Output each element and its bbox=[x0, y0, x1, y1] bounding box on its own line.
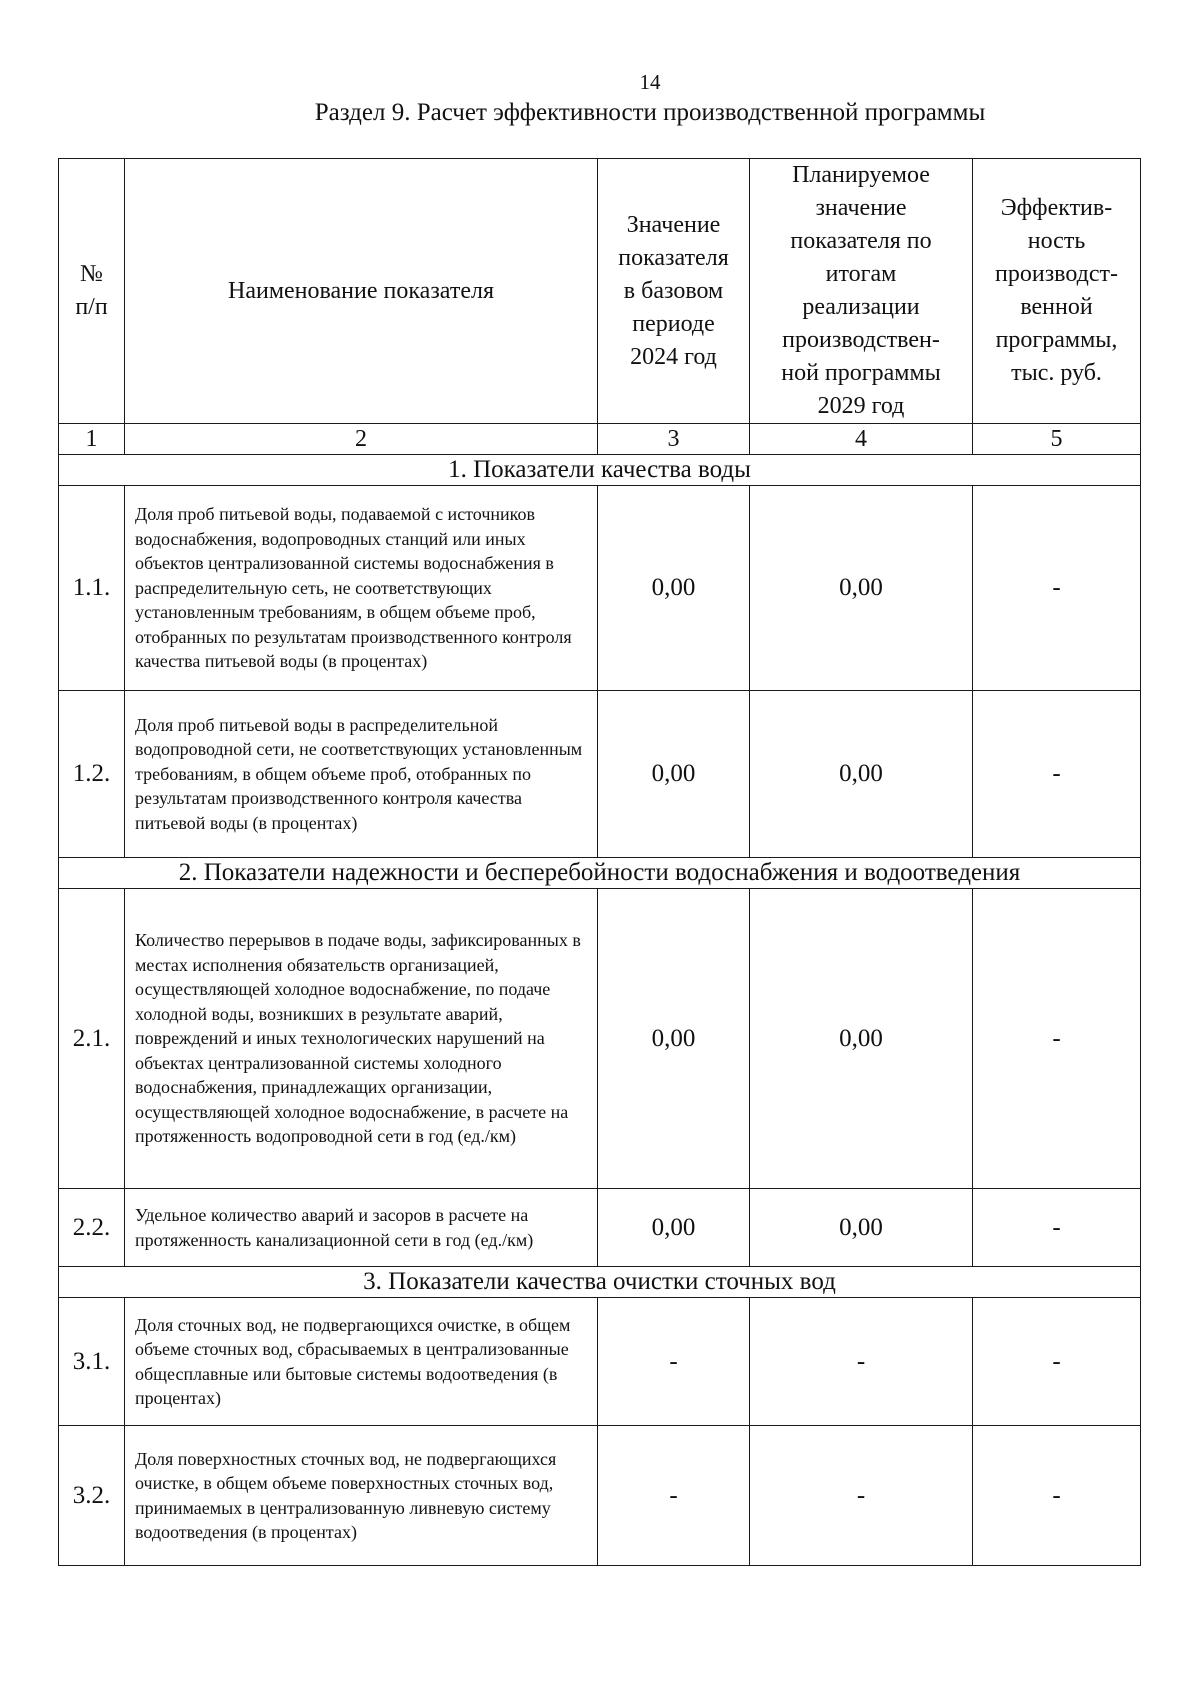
efficiency-value: - bbox=[973, 691, 1141, 858]
base-value: - bbox=[598, 1426, 750, 1566]
row-number: 3.1. bbox=[59, 1298, 125, 1426]
group-title: 3. Показатели качества очистки сточных вод bbox=[59, 1267, 1141, 1298]
row-number: 3.2. bbox=[59, 1426, 125, 1566]
efficiency-value: - bbox=[973, 1298, 1141, 1426]
row-number: 2.1. bbox=[59, 889, 125, 1189]
base-value: 0,00 bbox=[598, 486, 750, 691]
table-row bbox=[59, 486, 1141, 691]
base-value: 0,00 bbox=[598, 691, 750, 858]
header-planned-value: Планируемое значение показателя по итогам реализации производствен- ной программы 2029 год bbox=[750, 159, 973, 424]
indicator-name: Доля проб питьевой воды в распределительной водопроводной сети, не соответствующих установленным требованиям, в общем объеме проб, отобранных по результатам производственного контроля качества питьевой воды (в процентах) bbox=[125, 691, 598, 858]
indicator-name: Количество перерывов в подаче воды, зафиксированных в местах исполнения обязательств организацией, осуществляющей холодное водоснабжение, по подаче холодной воды, возникших в результате аварий, повреждений и иных технологических нарушений на объектах централизованной системы холодного водоснабжения, принадлежащих организации, осуществляющей холодное водоснабжение, в расчете на протяженность водопроводной сети в год (ед./км) bbox=[125, 889, 598, 1189]
base-value: 0,00 bbox=[598, 889, 750, 1189]
indicator-name: Доля проб питьевой воды, подаваемой с источников водоснабжения, водопроводных станций или иных объектов централизованной системы водоснабжения в распределительную сеть, не соответствующих установленным требованиям, в общем объеме проб, отобранных по результатам производственного контроля качества питьевой воды (в процентах) bbox=[125, 486, 598, 691]
column-number: 4 bbox=[750, 424, 973, 455]
header-row bbox=[59, 159, 1141, 424]
base-value: 0,00 bbox=[598, 1189, 750, 1267]
efficiency-value: - bbox=[973, 1426, 1141, 1566]
column-number: 3 bbox=[598, 424, 750, 455]
indicator-name: Доля поверхностных сточных вод, не подвергающихся очистке, в общем объеме поверхностных сточных вод, принимаемых в централизованную ливневую систему водоотведения (в процентах) bbox=[125, 1426, 598, 1566]
header-base-value: Значение показателя в базовом периоде 2024 год bbox=[598, 159, 750, 424]
table-row bbox=[59, 1298, 1141, 1426]
section-title: Раздел 9. Расчет эффективности производственной программы bbox=[314, 99, 986, 126]
column-number: 1 bbox=[59, 424, 125, 455]
planned-value: - bbox=[750, 1426, 973, 1566]
header-name: Наименование показателя bbox=[125, 159, 598, 424]
base-value: - bbox=[598, 1298, 750, 1426]
table-row bbox=[59, 1426, 1141, 1566]
column-number-row bbox=[59, 424, 1141, 455]
group-title: 2. Показатели надежности и бесперебойности водоснабжения и водоотведения bbox=[59, 858, 1141, 889]
header-no: № п/п bbox=[59, 159, 125, 424]
efficiency-value: - bbox=[973, 889, 1141, 1189]
group-row bbox=[59, 455, 1141, 486]
group-row bbox=[59, 858, 1141, 889]
table-row bbox=[59, 889, 1141, 1189]
indicator-name: Удельное количество аварий и засоров в расчете на протяженность канализационной сети в год (ед./км) bbox=[125, 1189, 598, 1267]
column-number: 2 bbox=[125, 424, 598, 455]
planned-value: - bbox=[750, 1298, 973, 1426]
table-row bbox=[59, 1189, 1141, 1267]
efficiency-indicators-table bbox=[58, 158, 1141, 1566]
row-number: 1.2. bbox=[59, 691, 125, 858]
table-row bbox=[59, 691, 1141, 858]
row-number: 1.1. bbox=[59, 486, 125, 691]
planned-value: 0,00 bbox=[750, 486, 973, 691]
planned-value: 0,00 bbox=[750, 1189, 973, 1267]
planned-value: 0,00 bbox=[750, 691, 973, 858]
efficiency-value: - bbox=[973, 486, 1141, 691]
group-row bbox=[59, 1267, 1141, 1298]
page-number: 14 bbox=[639, 70, 661, 94]
header-efficiency: Эффектив- ность производст- венной программы, тыс. руб. bbox=[973, 159, 1141, 424]
row-number: 2.2. bbox=[59, 1189, 125, 1267]
planned-value: 0,00 bbox=[750, 889, 973, 1189]
column-number: 5 bbox=[973, 424, 1141, 455]
group-title: 1. Показатели качества воды bbox=[59, 455, 1141, 486]
indicator-name: Доля сточных вод, не подвергающихся очистке, в общем объеме сточных вод, сбрасываемых в централизованные общесплавные или бытовые системы водоотведения (в процентах) bbox=[125, 1298, 598, 1426]
efficiency-value: - bbox=[973, 1189, 1141, 1267]
